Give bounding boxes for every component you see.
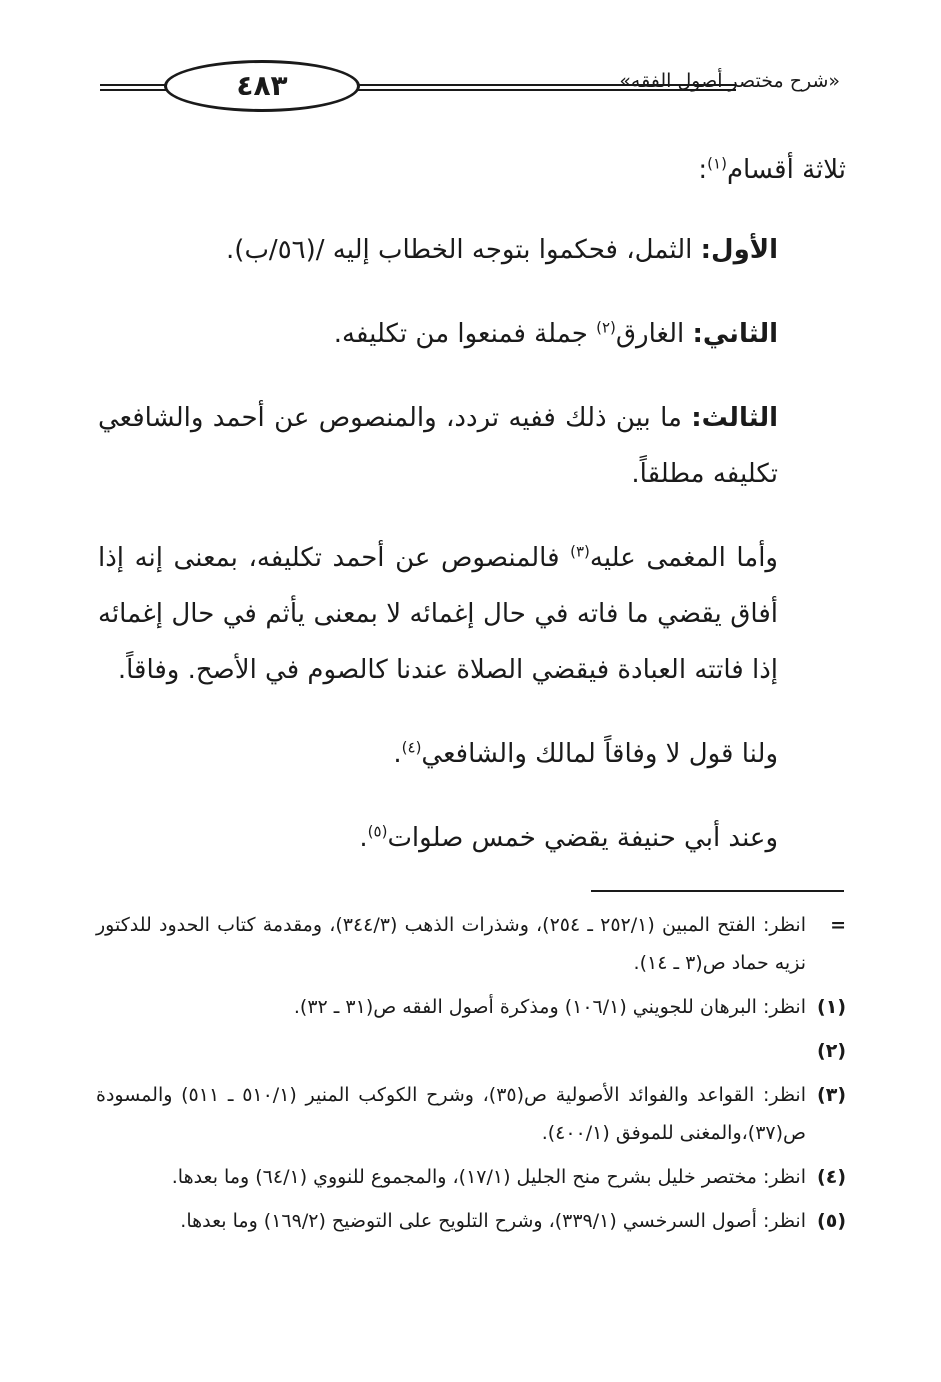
our-view-text: ولنا قول لا وفاقاً لمالك والشافعي	[421, 739, 778, 769]
footnote-ref-2: (٢)	[596, 318, 616, 337]
first-label: الأول:	[700, 235, 778, 265]
paragraph-third	[98, 390, 846, 502]
footnote-marker: (٤)	[817, 1166, 846, 1188]
footnote-text: انظر: مختصر خليل بشرح منح الجليل (١٧/١)، والمجموع للنووي (٦٤/١) وما بعدها.	[171, 1166, 806, 1188]
footnote-ref-5: (٥)	[367, 822, 388, 841]
footnote-text: انظر: القواعد والفوائد الأصولية ص(٣٥)، وشرح الكوكب المنير (٥١٠/١ ـ ٥١١) والمسودة ص(٣٧)،والمغنى للموفق (٤٠٠/١).	[96, 1084, 806, 1144]
footnote-text	[96, 1032, 806, 1070]
paragraph-intro	[98, 142, 846, 198]
footnote-4	[96, 1158, 846, 1196]
footnote-continued	[96, 906, 846, 982]
intro-colon: :	[698, 155, 708, 185]
unconscious-text-a: وأما المغمى عليه	[589, 543, 778, 573]
footnote-marker: (٥)	[817, 1210, 846, 1232]
footnote-text: انظر: الفتح المبين (٢٥٢/١ ـ ٢٥٤)، وشذرات الذهب (٣٤٤/٣)، ومقدمة كتاب الحدود للدكتور نزيه حماد ص(٣ ـ ١٤).	[96, 914, 806, 974]
footnote-marker: (١)	[817, 996, 846, 1018]
paragraph-abu-hanifa	[98, 810, 846, 866]
abu-hanifa-tail: .	[359, 823, 368, 853]
footnote-2	[96, 1032, 846, 1070]
third-label: الثالث:	[691, 403, 778, 433]
footnote-marker: (٣)	[817, 1084, 846, 1106]
paragraph-first	[98, 222, 846, 278]
footnote-ref-1: (١)	[707, 154, 727, 173]
paragraph-second	[98, 306, 846, 362]
footnote-3	[96, 1076, 846, 1152]
abu-hanifa-text: وعند أبي حنيفة يقضي خمس صلوات	[387, 823, 778, 853]
second-label: الثاني:	[692, 319, 778, 349]
footnote-5	[96, 1202, 846, 1240]
page-number: ٤٨٣	[164, 60, 360, 112]
main-text	[98, 142, 846, 894]
footnote-separator	[591, 890, 844, 892]
footnote-marker: (٢)	[817, 1040, 846, 1062]
page-header	[100, 56, 840, 114]
header-rule-left	[100, 84, 166, 91]
first-text: الثمل، فحكموا بتوجه الخطاب إليه /(٥٦/ب).	[226, 235, 701, 265]
paragraph-our-view	[98, 726, 846, 782]
intro-text: ثلاثة أقسام	[726, 155, 846, 185]
footnote-1	[96, 988, 846, 1026]
footnote-ref-3: (٣)	[570, 542, 590, 561]
second-text-b: جملة فمنعوا من تكليفه.	[333, 319, 597, 349]
third-text: ما بين ذلك ففيه تردد، والمنصوص عن أحمد والشافعي تكليفه مطلقاً.	[98, 403, 778, 489]
footnotes	[96, 906, 846, 1246]
unconscious-text-b: فالمنصوص عن أحمد تكليفه، بمعنى إنه إذا أفاق يقضي ما فاته في حال إغمائه لا بمعنى يأثم في حال إغمائه إذا فاتته العبادة فيقضي الصلاة عندنا كالصوم في الأصح. وفاقاً.	[98, 543, 778, 685]
paragraph-unconscious	[98, 530, 846, 698]
second-text-a: الغارق	[615, 319, 693, 349]
footnote-text: انظر: أصول السرخسي (٣٣٩/١)، وشرح التلويح على التوضيح (١٦٩/٢) وما بعدها.	[180, 1210, 806, 1232]
footnote-marker: =	[830, 914, 846, 936]
running-title: «شرح مختصر أصول الفقه»	[619, 70, 840, 92]
our-view-tail: .	[393, 739, 402, 769]
footnote-ref-4: (٤)	[401, 738, 422, 757]
footnote-text: انظر: البرهان للجويني (١٠٦/١) ومذكرة أصول الفقه ص(٣١ ـ ٣٢).	[293, 996, 806, 1018]
